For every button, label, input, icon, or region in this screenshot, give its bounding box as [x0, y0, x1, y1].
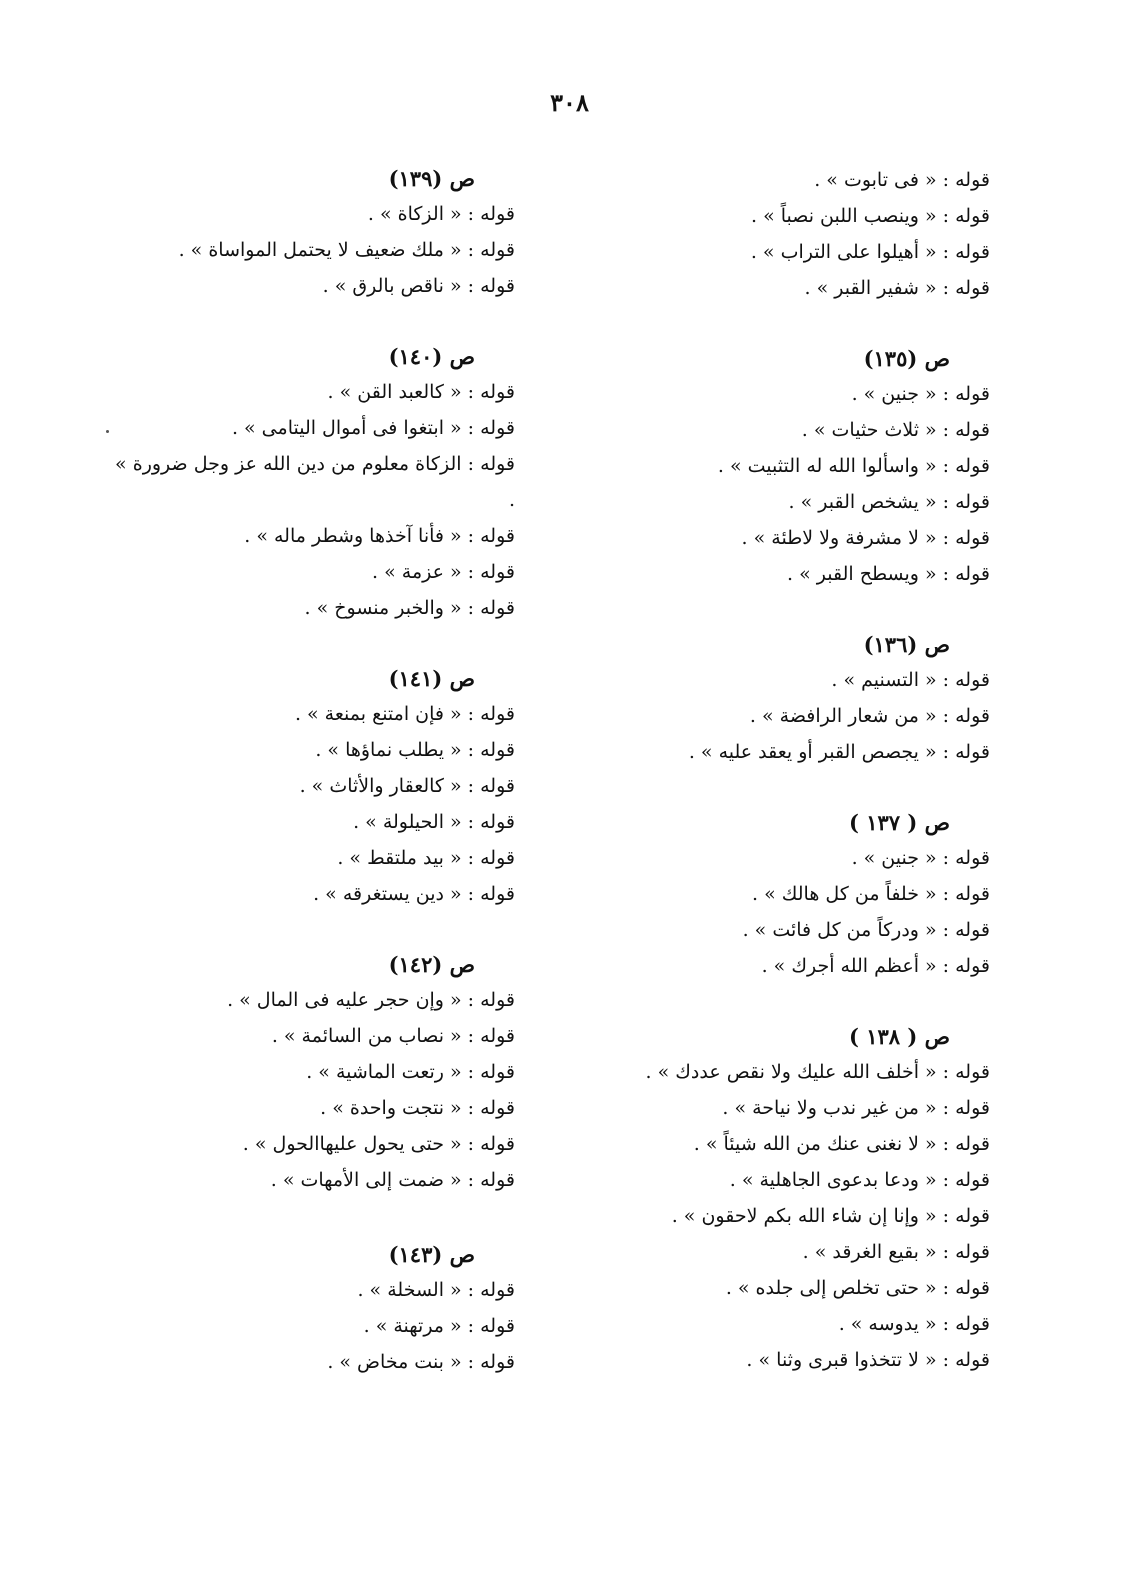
entry-line: قوله : « والخبر منسوخ » .	[304, 597, 515, 619]
entry-line: قوله : « لا مشرفة ولا لاطئة » .	[741, 527, 990, 549]
entry-section	[600, 342, 990, 592]
entry-line: قوله : « فى تابوت » .	[814, 169, 990, 191]
ink-speck	[106, 430, 109, 433]
entry-line: قوله : « واسألوا الله له التثبيت » .	[717, 455, 990, 477]
entry-line: قوله : « لا تتخذوا قبرى وثنا » .	[746, 1349, 990, 1371]
section-heading: ص ( ١٣٨ )	[848, 1024, 950, 1049]
entry-line: قوله : « وينصب اللبن نصباً » .	[750, 205, 990, 227]
entry-line: قوله : « بقيع الغرقد » .	[802, 1241, 990, 1263]
entry-line: قوله : « كالعقار والأثاث » .	[299, 775, 515, 797]
section-heading: ص (١٤٣)	[388, 1242, 475, 1267]
entry-section	[600, 628, 990, 770]
section-heading: ص (١٤٠)	[388, 344, 475, 369]
entry-line: قوله : « التسنيم » .	[831, 669, 990, 691]
entry-line: قوله : « وإنا إن شاء الله بكم لاحقون » .	[671, 1205, 990, 1227]
entry-line: قوله : « رتعت الماشية » .	[306, 1061, 515, 1083]
entry-line: قوله : « بيد ملتقط » .	[337, 847, 515, 869]
entry-line: قوله : « بنت مخاض » .	[327, 1351, 515, 1373]
section-heading: ص (١٣٩)	[388, 166, 475, 191]
entry-line: قوله : « ابتغوا فى أموال اليتامى » .	[231, 417, 515, 439]
entry-line: قوله : « الزكاة » .	[367, 203, 515, 225]
entry-line: قوله : « فإن امتنع بمنعة » .	[294, 703, 515, 725]
entry-line: قوله : « أهيلوا على التراب » .	[750, 241, 990, 263]
section-heading: ص ( ١٣٧ )	[848, 810, 950, 835]
section-heading: ص (١٣٦)	[863, 632, 950, 657]
entry-line: قوله : « ملك ضعيف لا يحتمل المواساة » .	[178, 239, 515, 261]
section-heading: ص (١٣٥)	[863, 346, 950, 371]
entry-line: قوله : « حتى تخلص إلى جلده » .	[725, 1277, 990, 1299]
entry-line: قوله : « كالعبد القن » .	[327, 381, 515, 403]
entry-line: قوله : « ثلاث حثيات » .	[801, 419, 990, 441]
entry-section	[115, 340, 515, 626]
entry-line: قوله : « ويسطح القبر » .	[787, 563, 990, 585]
entry-line: قوله : « الحيلولة » .	[353, 811, 515, 833]
section-heading: ص (١٤٢)	[388, 952, 475, 977]
entry-line: قوله : « يجصص القبر أو يعقد عليه » .	[688, 741, 990, 763]
entry-line: قوله : « أعظم الله أجرك » .	[761, 955, 990, 977]
entry-line: قوله : « شفير القبر » .	[804, 277, 990, 299]
entry-line: قوله : « أخلف الله عليك ولا نقص عددك » .	[645, 1061, 990, 1083]
entry-line: قوله : « نصاب من السائمة » .	[271, 1025, 515, 1047]
entry-line: قوله : « حتى يحول عليهاالحول » .	[242, 1133, 515, 1155]
entry-line: قوله : « ودعا بدعوى الجاهلية » .	[729, 1169, 990, 1191]
entry-line: قوله : « عزمة » .	[372, 561, 515, 583]
entry-line: قوله : « خلفاً من كل هالك » .	[751, 883, 990, 905]
entry-section	[600, 162, 990, 306]
entry-line: قوله : « يدوسه » .	[838, 1313, 990, 1335]
entry-line: قوله : « مرتهنة » .	[363, 1315, 515, 1337]
section-heading: ص (١٤١)	[388, 666, 475, 691]
entry-line: قوله : « من شعار الرافضة » .	[749, 705, 990, 727]
entry-line: قوله : « من غير ندب ولا نياحة » .	[722, 1097, 990, 1119]
entry-line: قوله : « يشخص القبر » .	[788, 491, 990, 513]
entry-line: قوله : « جنين » .	[851, 383, 990, 405]
entry-line: قوله : « فأنا آخذها وشطر ماله » .	[244, 525, 515, 547]
entry-line: قوله : « وإن حجر عليه فى المال » .	[227, 989, 515, 1011]
entry-line: قوله : « ودركاً من كل فائت » .	[742, 919, 990, 941]
entry-section	[600, 806, 990, 984]
entry-line: قوله : « نتجت واحدة » .	[320, 1097, 515, 1119]
entry-section	[115, 162, 515, 304]
left-column	[115, 162, 515, 1416]
page-number: ٣٠٨	[550, 88, 589, 117]
entry-line: قوله : « السخلة » .	[357, 1279, 515, 1301]
entry-line: قوله : « دين يستغرقه » .	[313, 883, 515, 905]
entry-line: قوله : « ضمت إلى الأمهات » .	[270, 1169, 515, 1191]
entry-section	[600, 1020, 990, 1378]
entry-line: قوله : « لا نغنى عنك من الله شيئاً » .	[693, 1133, 990, 1155]
entry-line: قوله : الزكاة معلوم من دين الله عز وجل ضرورة » .	[115, 453, 515, 511]
entry-section	[115, 1238, 515, 1380]
entry-line: قوله : « جنين » .	[851, 847, 990, 869]
entry-line: قوله : « ناقص بالرق » .	[322, 275, 515, 297]
right-column	[600, 162, 990, 1414]
entry-line: قوله : « يطلب نماؤها » .	[315, 739, 515, 761]
entry-section	[115, 948, 515, 1198]
entry-section	[115, 662, 515, 912]
